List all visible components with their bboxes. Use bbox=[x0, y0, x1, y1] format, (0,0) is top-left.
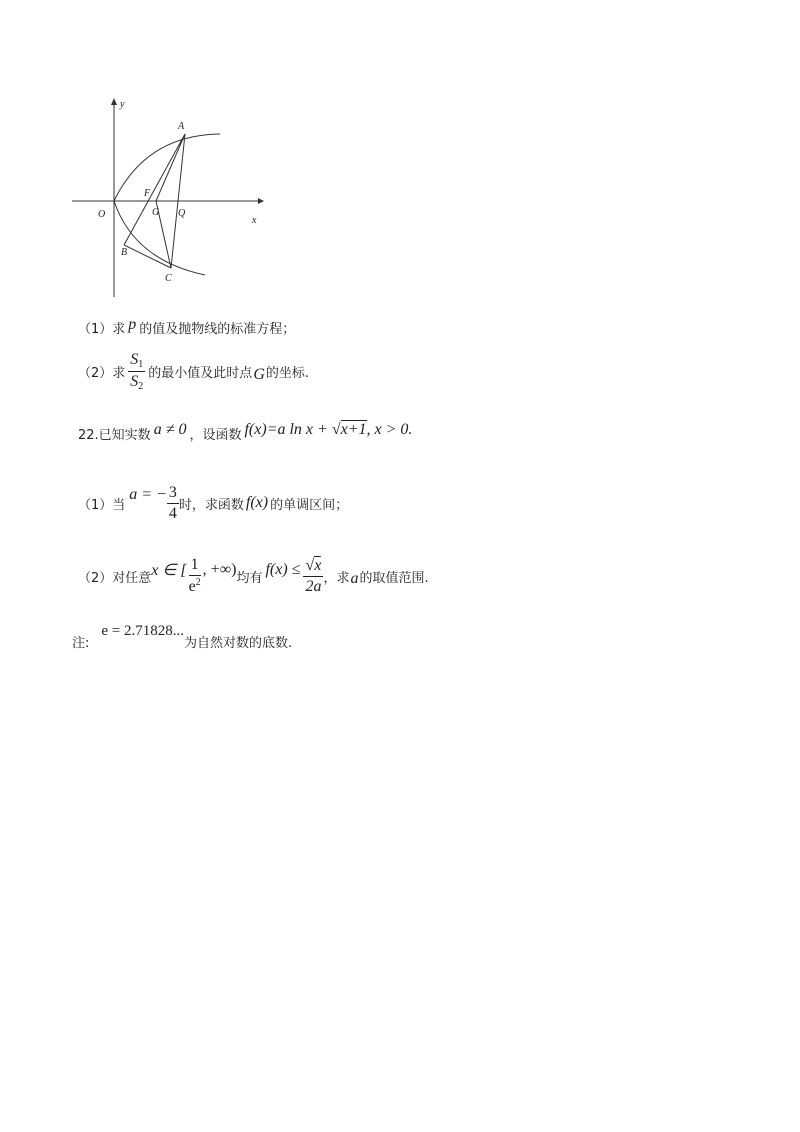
y-axis-arrow bbox=[111, 98, 117, 105]
denominator: 2a bbox=[305, 577, 322, 595]
subscript: 2 bbox=[138, 380, 144, 392]
denominator: S bbox=[130, 372, 139, 390]
label-O: O bbox=[98, 209, 106, 220]
equation: a = − bbox=[129, 486, 167, 503]
label-A: A bbox=[178, 121, 185, 132]
part-number: （2） bbox=[78, 365, 113, 381]
fx: f(x) bbox=[245, 494, 269, 511]
text: 的单调区间； bbox=[270, 497, 349, 513]
text: 的最小值及此时点 bbox=[148, 365, 253, 381]
q22-intro bbox=[78, 420, 413, 443]
function-expr: f(x)=a ln x + bbox=[244, 420, 332, 438]
label-y: y bbox=[120, 99, 125, 110]
label-F: F bbox=[144, 188, 151, 199]
fraction-3-4 bbox=[167, 484, 179, 522]
numerator: 3 bbox=[167, 484, 179, 504]
numerator: 1 bbox=[189, 556, 201, 576]
q21-part1 bbox=[78, 318, 295, 338]
q22-part1 bbox=[78, 477, 348, 529]
sqrt-content: x bbox=[314, 556, 322, 574]
question-number-text: 22.已知实数 bbox=[78, 428, 151, 443]
label-Q: Q bbox=[178, 208, 186, 219]
function-tail: , x > 0. bbox=[366, 420, 413, 438]
fraction-sqrtx-2a bbox=[303, 557, 323, 595]
label-B: B bbox=[121, 247, 128, 258]
parabola-figure bbox=[68, 95, 268, 300]
var-p: p bbox=[128, 316, 137, 333]
note-label: 注: bbox=[72, 636, 90, 651]
denominator: e bbox=[188, 578, 196, 595]
sqrt-content: x+1 bbox=[340, 420, 367, 438]
superscript: 2 bbox=[195, 577, 201, 588]
note bbox=[72, 622, 293, 651]
sqrt-sign: √ bbox=[331, 420, 341, 438]
text: 对任意 bbox=[112, 570, 152, 586]
text: ，设函数 bbox=[189, 428, 242, 443]
text: 的坐标. bbox=[265, 365, 310, 381]
denominator: 4 bbox=[168, 504, 177, 522]
part-number: （1） bbox=[78, 497, 113, 513]
fraction-1-e2 bbox=[187, 556, 203, 595]
text: 求 bbox=[112, 365, 126, 381]
parabola-curve bbox=[114, 134, 220, 275]
numerator: S bbox=[130, 350, 139, 368]
fraction-s1-s2 bbox=[128, 351, 145, 392]
text: 均有 bbox=[236, 570, 263, 586]
subscript: 1 bbox=[138, 358, 144, 370]
var-a: a bbox=[350, 570, 359, 587]
label-C: C bbox=[165, 273, 172, 284]
text: 求 bbox=[112, 322, 126, 337]
text: 时，求函数 bbox=[178, 497, 244, 513]
x-axis-arrow bbox=[258, 198, 264, 204]
condition: a ≠ 0 bbox=[153, 420, 187, 438]
fx-leq: f(x) ≤ bbox=[265, 561, 301, 578]
part-number: （2） bbox=[78, 570, 113, 586]
function-definition bbox=[244, 421, 412, 439]
q21-part2 bbox=[78, 346, 309, 396]
x-in: x ∈ [ bbox=[151, 562, 187, 579]
q22-part2 bbox=[78, 548, 429, 604]
text: 当 bbox=[112, 497, 126, 513]
interval-tail: , +∞) bbox=[202, 561, 237, 578]
text: ，求 bbox=[323, 570, 350, 586]
segment-BC bbox=[124, 245, 171, 268]
e-value: e = 2.71828... bbox=[101, 623, 185, 639]
var-G: G bbox=[253, 366, 265, 383]
sqrt-sign: √ bbox=[305, 556, 315, 574]
text: 的值及抛物线的标准方程； bbox=[139, 322, 296, 337]
label-x: x bbox=[252, 215, 257, 226]
segment-AB bbox=[124, 134, 185, 245]
label-G: G bbox=[152, 207, 160, 218]
part-number: （1） bbox=[78, 322, 113, 337]
text: 的取值范围. bbox=[359, 570, 429, 586]
note-text: 为自然对数的底数. bbox=[184, 636, 293, 651]
